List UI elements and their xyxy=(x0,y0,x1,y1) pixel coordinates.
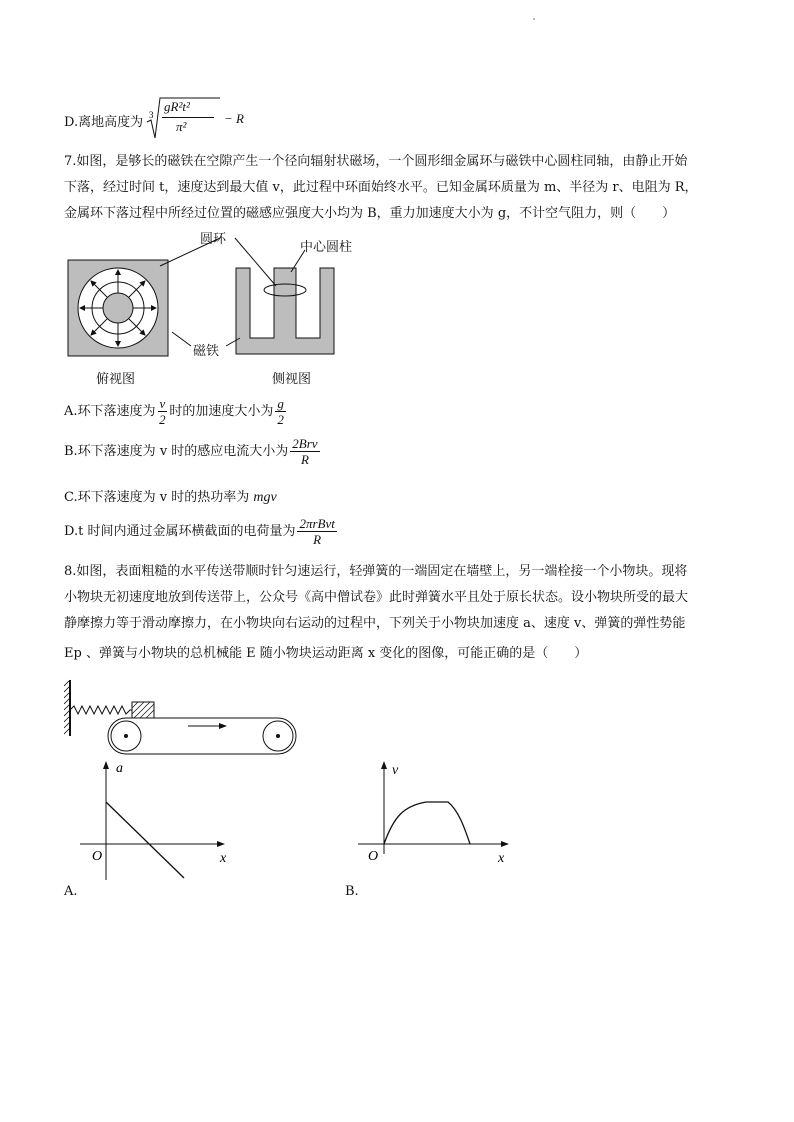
q7-option-c-text: C.环下落速度为 v 时的热功率为 xyxy=(64,490,250,505)
q8-line-3: 静摩擦力等于滑动摩擦力，在小物块向右运动的过程中，下列关于小物块加速度 a、速度 v、弹簧的弹性势能 xyxy=(64,616,686,631)
q6-numerator: gR²t² xyxy=(164,99,190,114)
q7-option-c-formula: mgv xyxy=(253,490,277,505)
q6-denominator: π² xyxy=(176,119,187,134)
caption-top-view: 俯视图 xyxy=(96,372,136,387)
q6-fraction-bar xyxy=(162,117,214,118)
spring xyxy=(70,706,132,714)
fraction-2brv-r: $\frac{\text{2Brv}}{R}$ xyxy=(292,436,318,467)
graph-b-origin: O xyxy=(368,849,379,864)
graph-b xyxy=(340,756,520,886)
graph-a-origin: O xyxy=(92,849,103,864)
q7-line-1: 7.如图，是够长的磁铁在空隙产生一个径向辐射状磁场，一个圆形细金属环与磁铁中心圆柱同轴，由静止开始 xyxy=(64,154,688,169)
q7-option-a xyxy=(64,396,288,427)
q7-line-2: 下落，经过时间 t，速度达到最大值 v，此过程中环面始终水平。已知金属环质量为 m、半径为 r、电阻为 R， xyxy=(64,180,698,195)
graph-a-x-label: x xyxy=(220,851,227,866)
q6-suffix: − R xyxy=(224,111,244,126)
graph-a-curve xyxy=(106,802,184,878)
graph-a-option: A. xyxy=(64,884,78,899)
q8-line-2: 小物块无初速度地放到传送带上，公众号《高中僧试卷》此时弹簧水平且处于原长状态。设小物块所受的最大 xyxy=(64,590,689,605)
q7-option-d-prefix: D.t 时间内通过金属环横截面的电荷量为 xyxy=(64,524,296,539)
q7-option-a-mid: 时的加速度大小为 xyxy=(169,404,274,419)
fraction-g-2: $\frac{g}{2}$ xyxy=(277,396,284,427)
page-dot xyxy=(533,18,535,20)
top-view-center-cylinder xyxy=(103,293,133,323)
q7-option-a-prefix: A.环下落速度为 xyxy=(64,404,156,419)
q6-option-d xyxy=(64,96,464,142)
root-index: 3 xyxy=(149,110,154,120)
q6-option-d-prefix: D.离地高度为 xyxy=(64,115,144,130)
q7-option-b xyxy=(64,436,322,467)
q8-line-4: Ep 、弹簧与小物块的总机械能 E 随小物块运动距离 x 变化的图像，可能正确的是（ ） xyxy=(64,646,588,661)
graph-b-x-label: x xyxy=(498,851,505,866)
label-ring: 圆环 xyxy=(200,232,227,247)
graph-b-y-label: v xyxy=(392,763,399,778)
graph-a-y-label: a xyxy=(116,761,123,776)
graph-b-curve xyxy=(384,802,470,844)
caption-side-view: 侧视图 xyxy=(272,372,312,387)
label-center-cylinder: 中心圆柱 xyxy=(300,240,353,255)
label-magnet: 磁铁 xyxy=(193,344,220,359)
q8-conveyor-figure xyxy=(64,678,304,758)
side-view-magnet xyxy=(236,268,334,354)
fraction-2pirbvt-r: $\frac{\text{2πrBvt}}{R}$ xyxy=(299,516,335,547)
fraction-v-2: $\frac{v}{2}$ xyxy=(159,396,166,427)
q8-line-1: 8.如图，表面粗糙的水平传送带顺时针匀速运行，轻弹簧的一端固定在墙壁上，另一端栓接一个小物块。现将 xyxy=(64,564,688,579)
q7-option-d xyxy=(64,516,339,547)
graph-a xyxy=(60,756,240,886)
q7-option-b-prefix: B.环下落速度为 v 时的感应电流大小为 xyxy=(64,444,289,459)
q7-option-c xyxy=(64,486,277,506)
graph-b-option: B. xyxy=(345,884,359,899)
q7-line-3: 金属环下落过程中所经过位置的磁感应强度大小均为 B，重力加速度大小为 g，不计空气阻力，则（ ） xyxy=(64,206,676,221)
